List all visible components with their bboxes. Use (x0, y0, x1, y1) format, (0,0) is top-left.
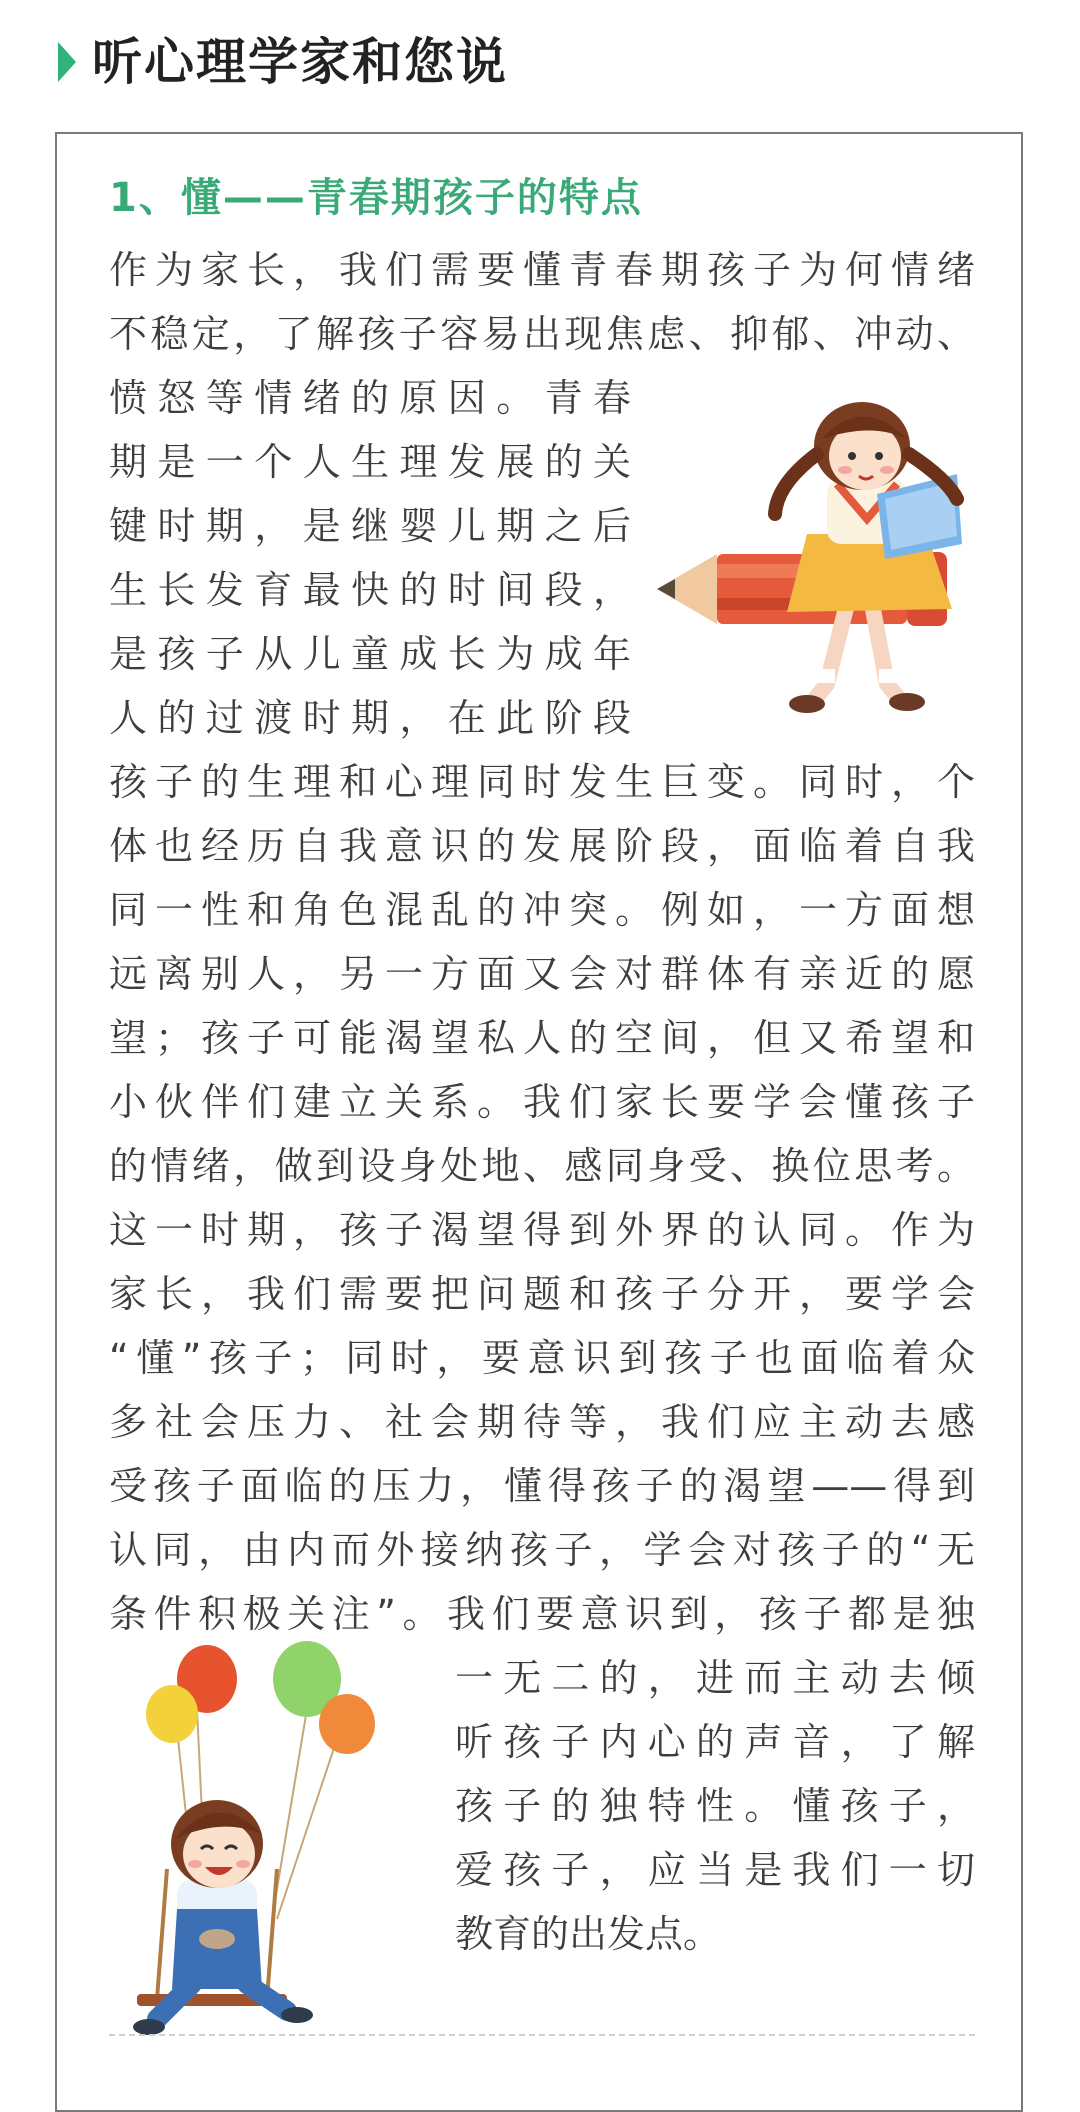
paragraph-line: 一无二的，进而主动去倾 (455, 1656, 975, 1700)
paragraph-line: 远离别人，另一方面又会对群体有亲近的愿 (109, 952, 975, 996)
paragraph-line: 人的过渡时期，在此阶段 (109, 696, 631, 740)
boy-on-swing-illustration (97, 1639, 387, 2039)
paragraph-line: 教育的出发点。 (455, 1912, 722, 1956)
paragraph-line: 体也经历自我意识的发展阶段，面临着自我 (109, 824, 975, 868)
paragraph-line: “懂”孩子；同时，要意识到孩子也面临着众 (109, 1336, 975, 1380)
section-header (0, 0, 1080, 120)
paragraph-line: 条件积极关注”。我们要意识到，孩子都是独 (109, 1592, 975, 1636)
paragraph-line: 不稳定，了解孩子容易出现焦虑、抑郁、冲动、 (109, 312, 975, 356)
paragraph-line: 认同，由内而外接纳孩子，学会对孩子的“无 (109, 1528, 975, 1572)
paragraph-line: 受孩子面临的压力，懂得孩子的渴望——得到 (109, 1464, 975, 1508)
paragraph-line: 愤怒等情绪的原因。青春 (109, 376, 631, 420)
paragraph-line: 家长，我们需要把问题和孩子分开，要学会 (109, 1272, 975, 1316)
paragraph-line: 键时期，是继婴儿期之后 (109, 504, 631, 548)
page-title: 听心理学家和您说 (92, 33, 508, 91)
article-card (55, 132, 1023, 2112)
paragraph-line: 是孩子从儿童成长为成年 (109, 632, 631, 676)
paragraph-line: 作为家长，我们需要懂青春期孩子为何情绪 (109, 248, 975, 292)
triangle-marker-icon (58, 42, 76, 82)
paragraph-line: 生长发育最快的时间段， (109, 568, 631, 612)
paragraph-line: 听孩子内心的声音，了解 (455, 1720, 975, 1764)
paragraph-line: 期是一个人生理发展的关 (109, 440, 631, 484)
paragraph-line: 这一时期，孩子渴望得到外界的认同。作为 (109, 1208, 975, 1252)
section-title: 1、懂——青春期孩子的特点 (109, 175, 643, 221)
paragraph-line: 的情绪，做到设身处地、感同身受、换位思考。 (109, 1144, 975, 1188)
dashed-divider (109, 2034, 975, 2036)
paragraph-line: 爱孩子，应当是我们一切 (455, 1848, 975, 1892)
paragraph-line: 小伙伴们建立关系。我们家长要学会懂孩子 (109, 1080, 975, 1124)
paragraph-line: 望；孩子可能渴望私人的空间，但又希望和 (109, 1016, 975, 1060)
paragraph-line: 孩子的独特性。懂孩子， (455, 1784, 975, 1828)
paragraph-line: 孩子的生理和心理同时发生巨变。同时，个 (109, 760, 975, 804)
girl-on-pencil-illustration (657, 384, 997, 754)
paragraph-line: 同一性和角色混乱的冲突。例如，一方面想 (109, 888, 975, 932)
paragraph-line: 多社会压力、社会期待等，我们应主动去感 (109, 1400, 975, 1444)
